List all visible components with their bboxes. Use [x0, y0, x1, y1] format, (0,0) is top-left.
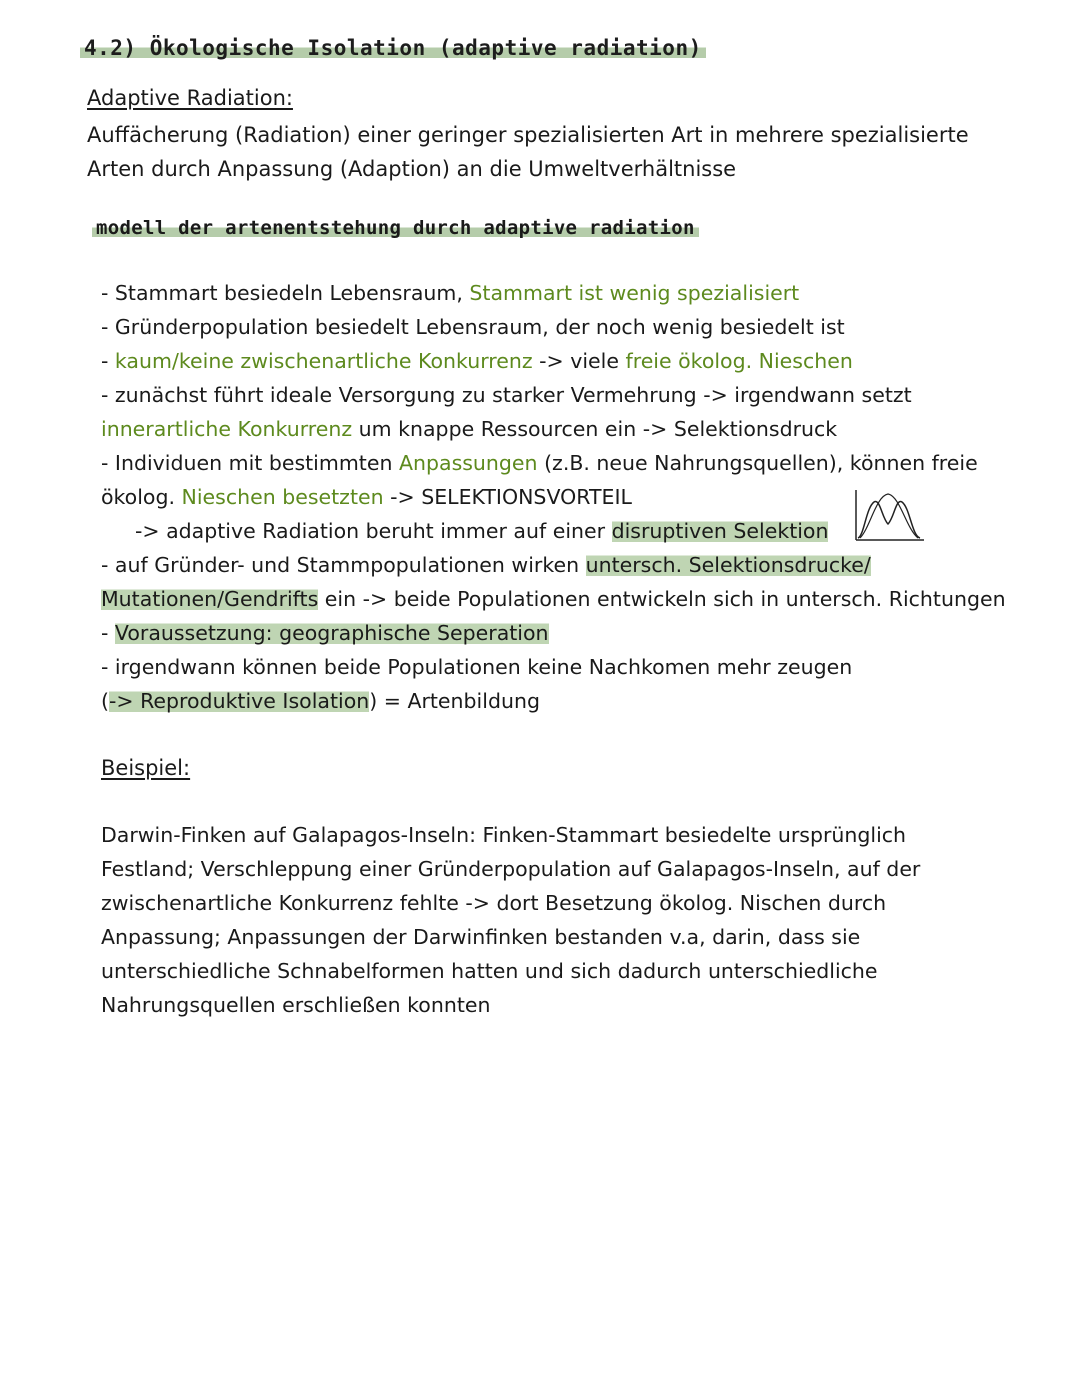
example-line: Darwin-Finken auf Galapagos-Inseln: Finken-Stammart besiedelte ursprünglich	[101, 823, 907, 847]
bullet-text-green: Stammart ist wenig spezialisiert	[469, 281, 800, 305]
disruptive-selection-curve-icon	[848, 488, 926, 544]
bullet-text-highlight: -> Reproduktive Isolation	[109, 689, 370, 713]
bullet-item-continuation	[101, 582, 1061, 616]
bullet-item	[101, 650, 1061, 684]
example-text	[101, 818, 1061, 1022]
bullet-item	[101, 310, 1061, 344]
example-line: zwischenartliche Konkurrenz fehlte -> dort Besetzung ökolog. Nischen durch	[101, 891, 887, 915]
bullet-text-highlight: untersch. Selektionsdrucke/	[585, 553, 871, 577]
bullet-text: -> viele	[532, 349, 626, 373]
definition-line: Arten durch Anpassung (Adaption) an die Umweltverhältnisse	[87, 157, 737, 181]
section-heading	[80, 36, 706, 60]
bullet-item	[101, 616, 1061, 650]
bullet-item	[101, 548, 1061, 582]
model-title	[92, 217, 699, 239]
bullet-item-continuation	[101, 412, 1061, 446]
definition-line: Auffächerung (Radiation) einer geringer spezialisierten Art in mehrere spezialisierte	[87, 123, 969, 147]
bullet-text: (	[101, 689, 109, 713]
example-line: unterschiedliche Schnabelformen hatten und sich dadurch unterschiedliche	[101, 959, 878, 983]
bullet-text: - Gründerpopulation besiedelt Lebensraum, der noch wenig besiedelt ist	[101, 315, 845, 339]
bullet-text: -> SELEKTIONSVORTEIL	[383, 485, 632, 509]
example-line: Nahrungsquellen erschließen konnten	[101, 993, 491, 1017]
bullet-text: um knappe Ressourcen ein -> Selektionsdruck	[352, 417, 838, 441]
bullet-text: - Stammart besiedeln Lebensraum,	[101, 281, 470, 305]
bullet-text: - irgendwann können beide Populationen keine Nachkomen mehr zeugen	[101, 655, 853, 679]
bullet-text: ökolog.	[101, 485, 182, 509]
bullet-text-green: kaum/keine zwischenartliche Konkurrenz	[114, 349, 533, 373]
bullet-item	[101, 446, 1061, 480]
bullet-text: -	[101, 349, 115, 373]
bullet-item	[101, 344, 1061, 378]
definition-text	[87, 118, 1027, 186]
bullet-text-green: innerartliche Konkurrenz	[101, 417, 353, 441]
bullet-text: (z.B. neue Nahrungsquellen), können freie	[537, 451, 978, 475]
model-title-text: modell der artenentstehung durch adaptive radiation	[92, 217, 699, 239]
bullet-text: -	[101, 621, 115, 645]
definition-title: Adaptive Radiation:	[87, 86, 293, 110]
bullet-text-highlight: disruptiven Selektion	[611, 519, 829, 543]
bullet-item	[101, 276, 1061, 310]
bullet-text-green: freie ökolog. Nieschen	[625, 349, 853, 373]
bullet-text-green: Anpassungen	[398, 451, 538, 475]
example-title: Beispiel:	[101, 756, 191, 780]
bullet-text: - Individuen mit bestimmten	[101, 451, 399, 475]
bullet-item-continuation	[101, 684, 1061, 718]
bullet-text: ) = Artenbildung	[369, 689, 540, 713]
bullet-text: - zunächst führt ideale Versorgung zu starker Vermehrung -> irgendwann setzt	[101, 383, 912, 407]
example-line: Festland; Verschleppung einer Gründerpopulation auf Galapagos-Inseln, auf der	[101, 857, 921, 881]
bullet-text-highlight: Voraussetzung: geographische Seperation	[114, 621, 549, 645]
section-heading-text: 4.2) Ökologische Isolation (adaptive radiation)	[80, 36, 706, 60]
bullet-item	[101, 378, 1061, 412]
bullet-text: - auf Gründer- und Stammpopulationen wirken	[101, 553, 586, 577]
bullet-text: ein -> beide Populationen entwickeln sich in untersch. Richtungen	[318, 587, 1006, 611]
bullet-text-highlight: Mutationen/Gendrifts	[101, 587, 319, 611]
bullet-text: -> adaptive Radiation beruht immer auf einer	[135, 519, 612, 543]
example-line: Anpassung; Anpassungen der Darwinfinken bestanden v.a, darin, dass sie	[101, 925, 861, 949]
bullet-text-green: Nieschen besetzten	[181, 485, 384, 509]
